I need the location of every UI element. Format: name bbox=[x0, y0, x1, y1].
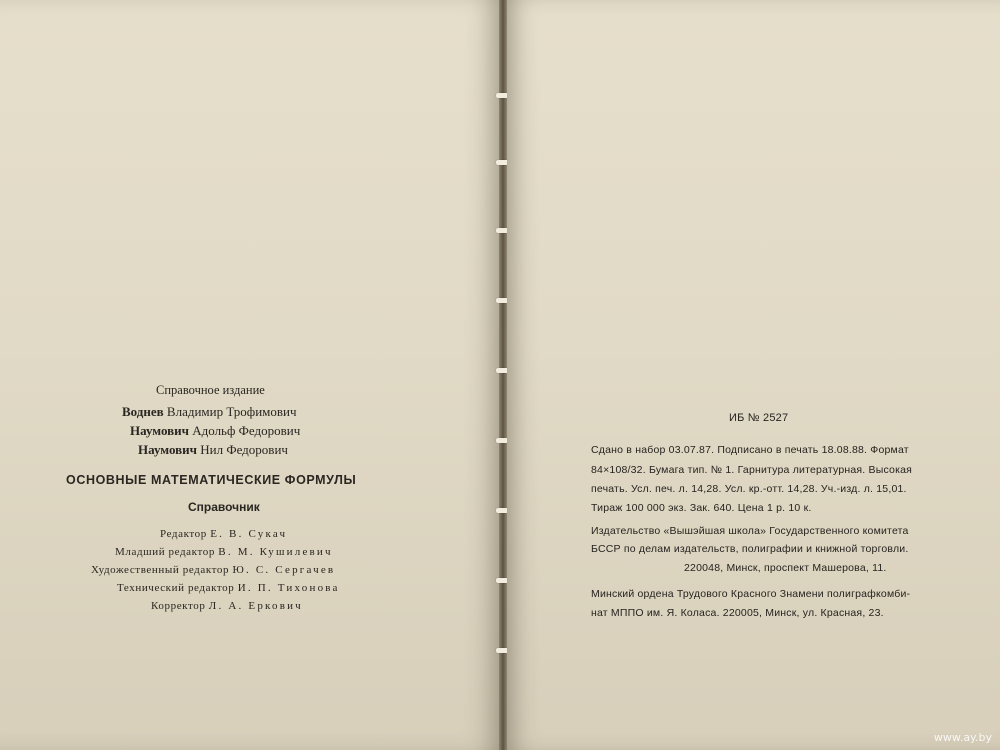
credit-junior-editor bbox=[115, 546, 333, 558]
book-spine-gutter bbox=[499, 0, 507, 750]
credit-role: Художественный редактор bbox=[91, 564, 230, 576]
credit-role: Корректор bbox=[151, 600, 206, 612]
author-line-2 bbox=[130, 423, 300, 439]
publisher-info-line: 220048, Минск, проспект Машерова, 11. bbox=[684, 562, 887, 574]
ib-number: ИБ № 2527 bbox=[729, 412, 789, 424]
credit-editor bbox=[160, 528, 287, 540]
credit-role: Редактор bbox=[160, 528, 207, 540]
credit-tech-editor bbox=[117, 582, 340, 594]
left-page bbox=[0, 0, 499, 750]
publisher-info-line: БССР по делам издательств, полиграфии и книжной торговли. bbox=[591, 543, 909, 555]
author-surname: Наумович bbox=[138, 442, 197, 457]
credit-person: И. П. Тихонова bbox=[237, 582, 340, 594]
edition-type: Справочное издание bbox=[156, 383, 265, 397]
credit-person: Л. А. Еркович bbox=[208, 600, 303, 612]
book-title: ОСНОВНЫЕ МАТЕМАТИЧЕСКИЕ ФОРМУЛЫ bbox=[66, 473, 357, 487]
right-page bbox=[507, 0, 1000, 750]
credit-role: Младший редактор bbox=[115, 546, 215, 558]
site-watermark: www.ay.by bbox=[933, 731, 992, 744]
author-given-name: Владимир Трофимович bbox=[166, 404, 297, 419]
printer-info-line: нат МППО им. Я. Коласа. 220005, Минск, ул. Красная, 23. bbox=[591, 607, 884, 619]
credit-person: В. М. Кушилевич bbox=[218, 546, 333, 558]
credit-person: Ю. С. Сергачев bbox=[232, 564, 336, 576]
credit-role: Технический редактор bbox=[117, 582, 235, 594]
publisher-info-line: Издательство «Вышэйшая школа» Государственного комитета bbox=[591, 525, 909, 537]
credit-person: Е. В. Сукач bbox=[210, 528, 288, 540]
print-info-line: Сдано в набор 03.07.87. Подписано в печать 18.08.88. Формат bbox=[591, 444, 909, 456]
printer-info-line: Минский ордена Трудового Красного Знамени полиграфкомби- bbox=[591, 588, 911, 600]
author-line-1 bbox=[122, 404, 297, 420]
author-given-name: Адольф Федорович bbox=[192, 423, 301, 438]
print-info-line: Тираж 100 000 экз. Зак. 640. Цена 1 р. 10 к. bbox=[591, 502, 812, 514]
credit-art-editor bbox=[91, 564, 335, 576]
author-surname: Наумович bbox=[130, 423, 189, 438]
author-line-3 bbox=[138, 442, 288, 458]
book-subtitle: Справочник bbox=[188, 500, 260, 514]
credit-proofreader bbox=[151, 600, 303, 612]
print-info-line: печать. Усл. печ. л. 14,28. Усл. кр.-отт. 14,28. Уч.-изд. л. 15,01. bbox=[591, 483, 907, 495]
print-info-line: 84×108/32. Бумага тип. № 1. Гарнитура литературная. Высокая bbox=[591, 464, 913, 476]
author-given-name: Нил Федорович bbox=[200, 442, 288, 457]
author-surname: Воднев bbox=[122, 404, 164, 419]
